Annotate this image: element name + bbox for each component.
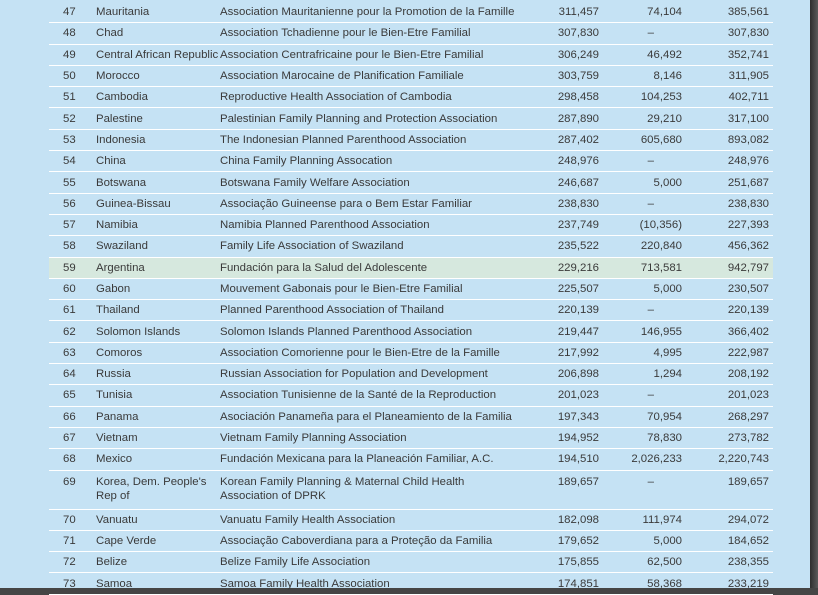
rank-cell: 48 xyxy=(49,23,92,44)
rank-cell: 54 xyxy=(49,151,92,172)
organization-cell: Association Tchadienne pour le Bien-Etre Familial xyxy=(216,23,526,44)
value-3-cell: 184,652 xyxy=(686,530,773,551)
value-1-cell: 248,976 xyxy=(526,151,603,172)
value-3-cell: 248,976 xyxy=(686,151,773,172)
value-1-cell: 311,457 xyxy=(526,2,603,23)
organization-cell: Botswana Family Welfare Association xyxy=(216,172,526,193)
table-row xyxy=(49,193,773,214)
table-row xyxy=(49,172,773,193)
country-cell: Comoros xyxy=(92,342,216,363)
rank-cell: 68 xyxy=(49,449,92,470)
value-2-cell: 70,954 xyxy=(603,406,686,427)
organization-cell: Korean Family Planning & Maternal Child Health Association of DPRK xyxy=(216,470,526,509)
table-row xyxy=(49,214,773,235)
rank-cell: 57 xyxy=(49,214,92,235)
value-1-cell: 189,657 xyxy=(526,470,603,509)
country-cell: Tunisia xyxy=(92,385,216,406)
rank-cell: 53 xyxy=(49,129,92,150)
value-3-cell: 208,192 xyxy=(686,364,773,385)
rank-cell: 65 xyxy=(49,385,92,406)
value-2-cell: 74,104 xyxy=(603,2,686,23)
table-row xyxy=(49,2,773,23)
country-cell: Vanuatu xyxy=(92,509,216,530)
country-cell: Mauritania xyxy=(92,2,216,23)
value-3-cell: 238,355 xyxy=(686,552,773,573)
value-3-cell: 352,741 xyxy=(686,44,773,65)
value-3-cell: 317,100 xyxy=(686,108,773,129)
organization-cell: Vanuatu Family Health Association xyxy=(216,509,526,530)
value-2-cell: 62,500 xyxy=(603,552,686,573)
value-1-cell: 246,687 xyxy=(526,172,603,193)
value-1-cell: 298,458 xyxy=(526,87,603,108)
value-1-cell: 201,023 xyxy=(526,385,603,406)
value-1-cell: 194,510 xyxy=(526,449,603,470)
value-2-cell: 146,955 xyxy=(603,321,686,342)
value-1-cell: 238,830 xyxy=(526,193,603,214)
table-row xyxy=(49,406,773,427)
value-1-cell: 225,507 xyxy=(526,278,603,299)
table-row xyxy=(49,552,773,573)
value-2-cell: 605,680 xyxy=(603,129,686,150)
country-cell: Mexico xyxy=(92,449,216,470)
value-3-cell: 251,687 xyxy=(686,172,773,193)
value-1-cell: 220,139 xyxy=(526,300,603,321)
organization-cell: China Family Planning Assocation xyxy=(216,151,526,172)
country-cell: Thailand xyxy=(92,300,216,321)
country-cell: Solomon Islands xyxy=(92,321,216,342)
table-row xyxy=(49,108,773,129)
rank-cell: 60 xyxy=(49,278,92,299)
value-1-cell: 194,952 xyxy=(526,427,603,448)
country-cell: Botswana xyxy=(92,172,216,193)
value-3-cell: 201,023 xyxy=(686,385,773,406)
country-cell: Morocco xyxy=(92,65,216,86)
table-row xyxy=(49,257,773,278)
value-2-cell: 111,974 xyxy=(603,509,686,530)
value-3-cell: 220,139 xyxy=(686,300,773,321)
value-1-cell: 175,855 xyxy=(526,552,603,573)
rank-cell: 64 xyxy=(49,364,92,385)
country-cell: Vietnam xyxy=(92,427,216,448)
value-2-cell: – xyxy=(603,23,686,44)
organization-cell: Vietnam Family Planning Association xyxy=(216,427,526,448)
funding-table xyxy=(49,2,773,595)
value-2-cell: 713,581 xyxy=(603,257,686,278)
rank-cell: 52 xyxy=(49,108,92,129)
page-shadow xyxy=(810,0,818,588)
table-row xyxy=(49,509,773,530)
table-row xyxy=(49,23,773,44)
value-2-cell: 58,368 xyxy=(603,573,686,594)
table-row xyxy=(49,342,773,363)
value-2-cell: 29,210 xyxy=(603,108,686,129)
country-cell: Korea, Dem. People's Rep of xyxy=(92,470,216,509)
value-1-cell: 217,992 xyxy=(526,342,603,363)
rank-cell: 67 xyxy=(49,427,92,448)
table-row xyxy=(49,65,773,86)
value-1-cell: 206,898 xyxy=(526,364,603,385)
rank-cell: 51 xyxy=(49,87,92,108)
value-3-cell: 268,297 xyxy=(686,406,773,427)
value-1-cell: 287,402 xyxy=(526,129,603,150)
value-1-cell: 306,249 xyxy=(526,44,603,65)
value-3-cell: 227,393 xyxy=(686,214,773,235)
table-row xyxy=(49,449,773,470)
value-3-cell: 307,830 xyxy=(686,23,773,44)
value-2-cell: 5,000 xyxy=(603,172,686,193)
organization-cell: Fundación para la Salud del Adolescente xyxy=(216,257,526,278)
value-2-cell: 1,294 xyxy=(603,364,686,385)
country-cell: Cape Verde xyxy=(92,530,216,551)
value-3-cell: 230,507 xyxy=(686,278,773,299)
table-row xyxy=(49,427,773,448)
country-cell: Guinea-Bissau xyxy=(92,193,216,214)
organization-cell: Association Comorienne pour le Bien-Etre de la Famille xyxy=(216,342,526,363)
table-row xyxy=(49,470,773,509)
value-1-cell: 307,830 xyxy=(526,23,603,44)
value-2-cell: – xyxy=(603,193,686,214)
value-3-cell: 456,362 xyxy=(686,236,773,257)
table-row xyxy=(49,278,773,299)
organization-cell: Russian Association for Population and Development xyxy=(216,364,526,385)
rank-cell: 66 xyxy=(49,406,92,427)
value-1-cell: 287,890 xyxy=(526,108,603,129)
value-1-cell: 182,098 xyxy=(526,509,603,530)
value-3-cell: 385,561 xyxy=(686,2,773,23)
table-row xyxy=(49,300,773,321)
value-1-cell: 174,851 xyxy=(526,573,603,594)
value-2-cell: 78,830 xyxy=(603,427,686,448)
value-1-cell: 235,522 xyxy=(526,236,603,257)
value-1-cell: 179,652 xyxy=(526,530,603,551)
organization-cell: Association Mauritanienne pour la Promotion de la Famille xyxy=(216,2,526,23)
table-row xyxy=(49,321,773,342)
rank-cell: 47 xyxy=(49,2,92,23)
country-cell: Cambodia xyxy=(92,87,216,108)
rank-cell: 50 xyxy=(49,65,92,86)
value-3-cell: 189,657 xyxy=(686,470,773,509)
value-2-cell: – xyxy=(603,151,686,172)
value-3-cell: 893,082 xyxy=(686,129,773,150)
organization-cell: The Indonesian Planned Parenthood Association xyxy=(216,129,526,150)
organization-cell: Associação Caboverdiana para a Proteção da Familia xyxy=(216,530,526,551)
table-body xyxy=(49,2,773,594)
rank-cell: 73 xyxy=(49,573,92,594)
value-3-cell: 2,220,743 xyxy=(686,449,773,470)
organization-cell: Family Life Association of Swaziland xyxy=(216,236,526,257)
country-cell: Gabon xyxy=(92,278,216,299)
country-cell: Indonesia xyxy=(92,129,216,150)
country-cell: Samoa xyxy=(92,573,216,594)
rank-cell: 72 xyxy=(49,552,92,573)
country-cell: Russia xyxy=(92,364,216,385)
rank-cell: 62 xyxy=(49,321,92,342)
rank-cell: 59 xyxy=(49,257,92,278)
rank-cell: 71 xyxy=(49,530,92,551)
value-1-cell: 237,749 xyxy=(526,214,603,235)
value-3-cell: 942,797 xyxy=(686,257,773,278)
country-cell: Panama xyxy=(92,406,216,427)
value-3-cell: 238,830 xyxy=(686,193,773,214)
table-row xyxy=(49,573,773,594)
country-cell: Argentina xyxy=(92,257,216,278)
organization-cell: Solomon Islands Planned Parenthood Association xyxy=(216,321,526,342)
country-cell: Swaziland xyxy=(92,236,216,257)
rank-cell: 55 xyxy=(49,172,92,193)
table-row xyxy=(49,385,773,406)
rank-cell: 58 xyxy=(49,236,92,257)
value-2-cell: 5,000 xyxy=(603,278,686,299)
rank-cell: 70 xyxy=(49,509,92,530)
rank-cell: 61 xyxy=(49,300,92,321)
country-cell: Namibia xyxy=(92,214,216,235)
organization-cell: Namibia Planned Parenthood Association xyxy=(216,214,526,235)
value-2-cell: (10,356) xyxy=(603,214,686,235)
organization-cell: Association Marocaine de Planification Familiale xyxy=(216,65,526,86)
value-2-cell: 104,253 xyxy=(603,87,686,108)
value-3-cell: 233,219 xyxy=(686,573,773,594)
country-cell: Palestine xyxy=(92,108,216,129)
organization-cell: Association Centrafricaine pour le Bien-Etre Familial xyxy=(216,44,526,65)
country-cell: China xyxy=(92,151,216,172)
organization-cell: Mouvement Gabonais pour le Bien-Etre Familial xyxy=(216,278,526,299)
rank-cell: 63 xyxy=(49,342,92,363)
value-2-cell: 46,492 xyxy=(603,44,686,65)
table-row xyxy=(49,236,773,257)
organization-cell: Belize Family Life Association xyxy=(216,552,526,573)
value-2-cell: – xyxy=(603,385,686,406)
organization-cell: Samoa Family Health Association xyxy=(216,573,526,594)
country-cell: Chad xyxy=(92,23,216,44)
table-row xyxy=(49,87,773,108)
organization-cell: Associação Guineense para o Bem Estar Familiar xyxy=(216,193,526,214)
country-cell: Central African Republic xyxy=(92,44,216,65)
value-1-cell: 303,759 xyxy=(526,65,603,86)
organization-cell: Reproductive Health Association of Cambodia xyxy=(216,87,526,108)
rank-cell: 56 xyxy=(49,193,92,214)
value-2-cell: 8,146 xyxy=(603,65,686,86)
organization-cell: Palestinian Family Planning and Protection Association xyxy=(216,108,526,129)
value-1-cell: 229,216 xyxy=(526,257,603,278)
value-2-cell: 220,840 xyxy=(603,236,686,257)
rank-cell: 49 xyxy=(49,44,92,65)
value-3-cell: 222,987 xyxy=(686,342,773,363)
organization-cell: Asociación Panameña para el Planeamiento de la Familia xyxy=(216,406,526,427)
table-row xyxy=(49,44,773,65)
table-row xyxy=(49,364,773,385)
value-3-cell: 273,782 xyxy=(686,427,773,448)
value-1-cell: 219,447 xyxy=(526,321,603,342)
value-2-cell: – xyxy=(603,470,686,509)
organization-cell: Fundación Mexicana para la Planeación Familiar, A.C. xyxy=(216,449,526,470)
rank-cell: 69 xyxy=(49,470,92,509)
country-cell: Belize xyxy=(92,552,216,573)
value-3-cell: 402,711 xyxy=(686,87,773,108)
table-row xyxy=(49,129,773,150)
value-1-cell: 197,343 xyxy=(526,406,603,427)
organization-cell: Association Tunisienne de la Santé de la Reproduction xyxy=(216,385,526,406)
table-row xyxy=(49,530,773,551)
value-2-cell: 2,026,233 xyxy=(603,449,686,470)
organization-cell: Planned Parenthood Association of Thailand xyxy=(216,300,526,321)
table-row xyxy=(49,151,773,172)
value-3-cell: 311,905 xyxy=(686,65,773,86)
value-2-cell: – xyxy=(603,300,686,321)
value-2-cell: 5,000 xyxy=(603,530,686,551)
value-3-cell: 366,402 xyxy=(686,321,773,342)
value-2-cell: 4,995 xyxy=(603,342,686,363)
value-3-cell: 294,072 xyxy=(686,509,773,530)
